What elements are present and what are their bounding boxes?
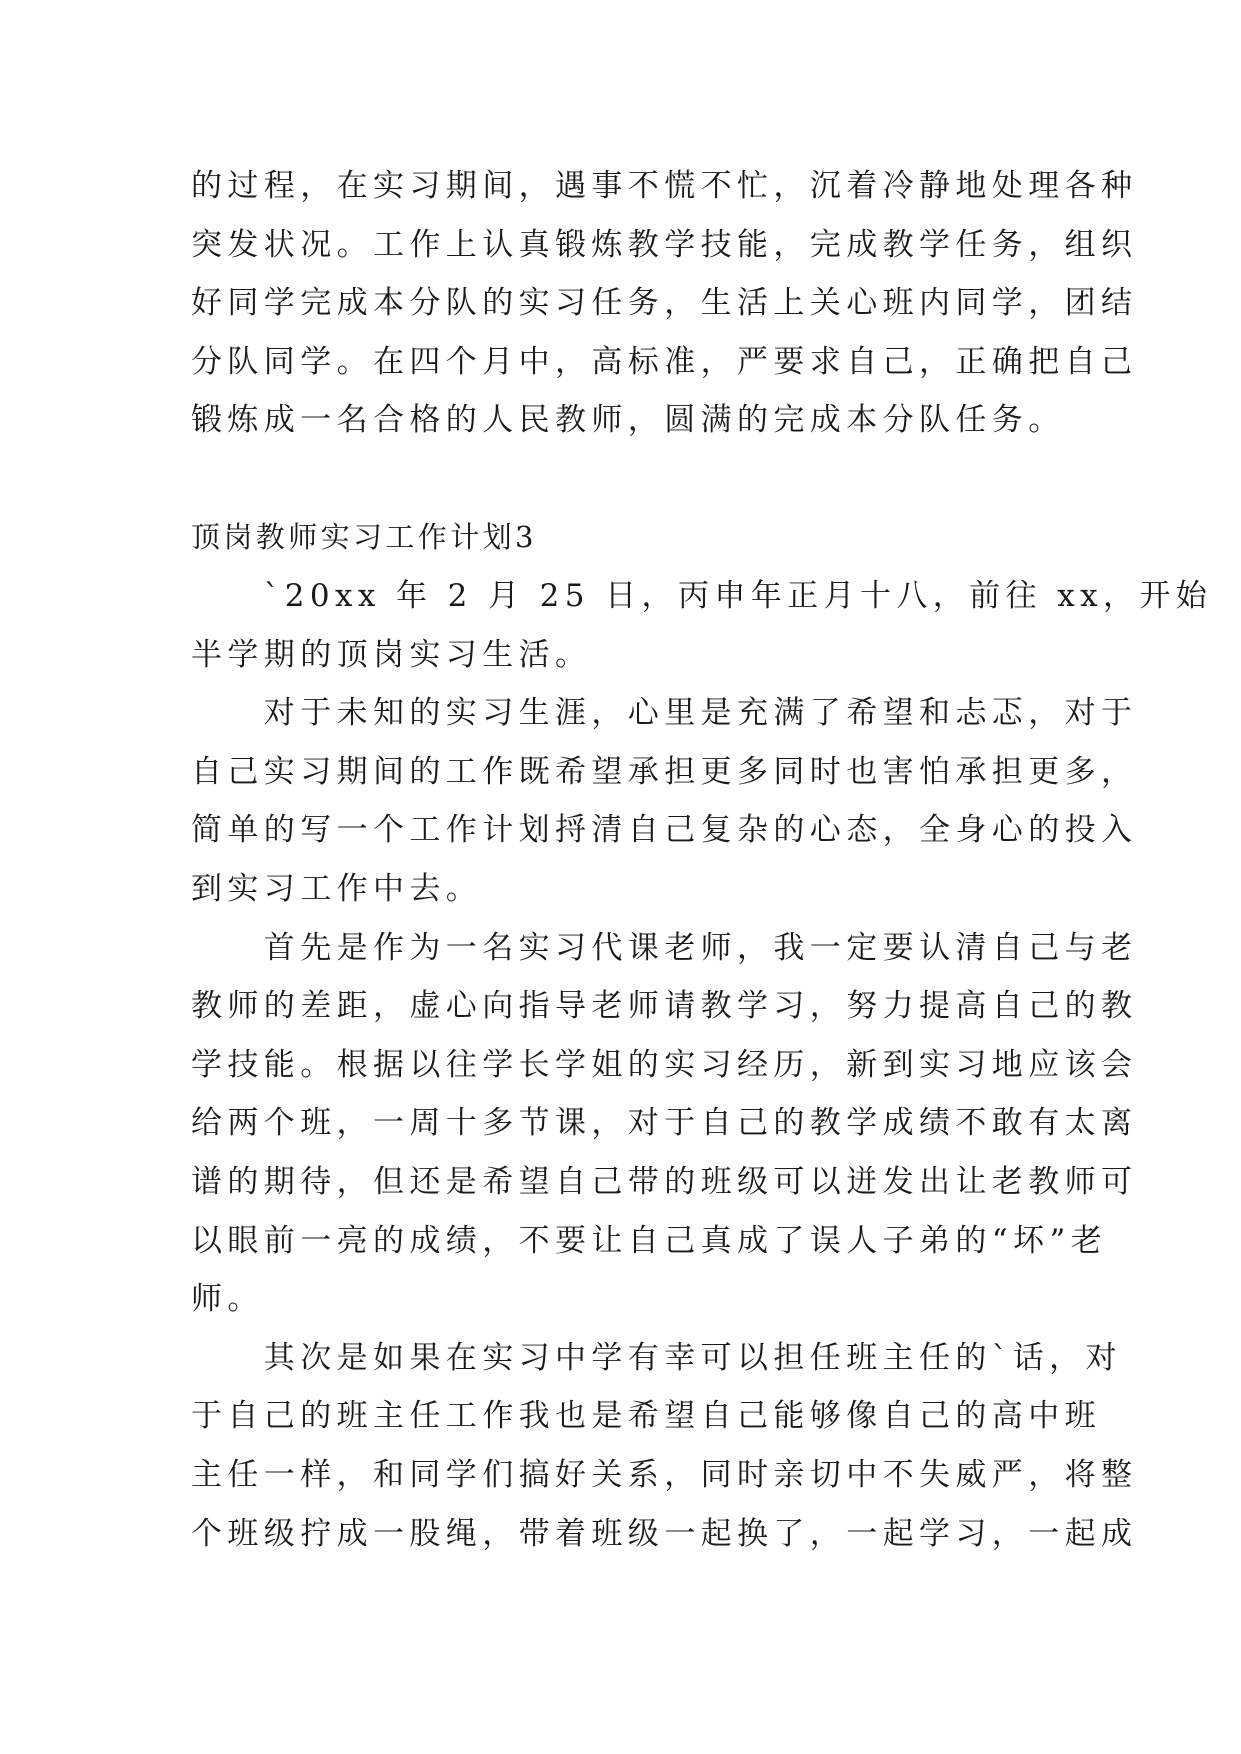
text-line: 于自己的班主任工作我也是希望自己能够像自己的高中班 xyxy=(191,1398,1101,1435)
text-line: 锻炼成一名合格的人民教师，圆满的完成本分队任务。 xyxy=(191,402,1065,439)
text-line: 到实习工作中去。 xyxy=(191,870,483,907)
text-line: 学技能。根据以往学长学姐的实习经历，新到实习地应该会 xyxy=(191,1046,1138,1083)
text-line: 师。 xyxy=(191,1281,264,1318)
intro-paragraph xyxy=(191,157,1138,450)
text-line: 简单的写一个工作计划捋清自己复杂的心态，全身心的投入 xyxy=(191,812,1138,849)
text-line: 好同学完成本分队的实习任务，生活上关心班内同学，团结 xyxy=(191,285,1138,322)
text-line: 半学期的顶岗实习生活。 xyxy=(191,636,592,673)
text-line: 给两个班，一周十多节课，对于自己的教学成绩不敢有太离 xyxy=(191,1105,1138,1142)
body-text xyxy=(191,567,1213,1563)
text-line: 对于未知的实习生涯，心里是充满了希望和忐忑，对于 xyxy=(191,695,1138,732)
text-line: 自己实习期间的工作既希望承担更多同时也害怕承担更多， xyxy=(191,753,1138,790)
text-line: 以眼前一亮的成绩，不要让自己真成了误人子弟的“坏”老 xyxy=(191,1222,1108,1259)
text-line: `20xx 年 2 月 25 日，丙申年正月十八，前往 xx，开始 xyxy=(191,578,1213,614)
text-line: 分队同学。在四个月中，高标准，严要求自己，正确把自己 xyxy=(191,343,1138,380)
text-line: 教师的差距，虚心向指导老师请教学习，努力提高自己的教 xyxy=(191,988,1138,1025)
section-title: 顶岗教师实习工作计划3 xyxy=(191,520,537,554)
text-line: 其次是如果在实习中学有幸可以担任班主任的`话，对 xyxy=(191,1339,1122,1376)
text-line: 谱的期待，但还是希望自己带的班级可以迸发出让老教师可 xyxy=(191,1163,1138,1200)
text-line: 主任一样，和同学们搞好关系，同时亲切中不失威严，将整 xyxy=(191,1456,1138,1493)
text-line: 突发状况。工作上认真锻炼教学技能，完成教学任务，组织 xyxy=(191,226,1138,263)
text-line: 个班级拧成一股绳，带着班级一起换了，一起学习，一起成 xyxy=(191,1515,1138,1552)
text-line: 首先是作为一名实习代课老师，我一定要认清自己与老 xyxy=(191,929,1138,966)
text-line: 的过程，在实习期间，遇事不慌不忙，沉着冷静地处理各种 xyxy=(191,168,1138,204)
